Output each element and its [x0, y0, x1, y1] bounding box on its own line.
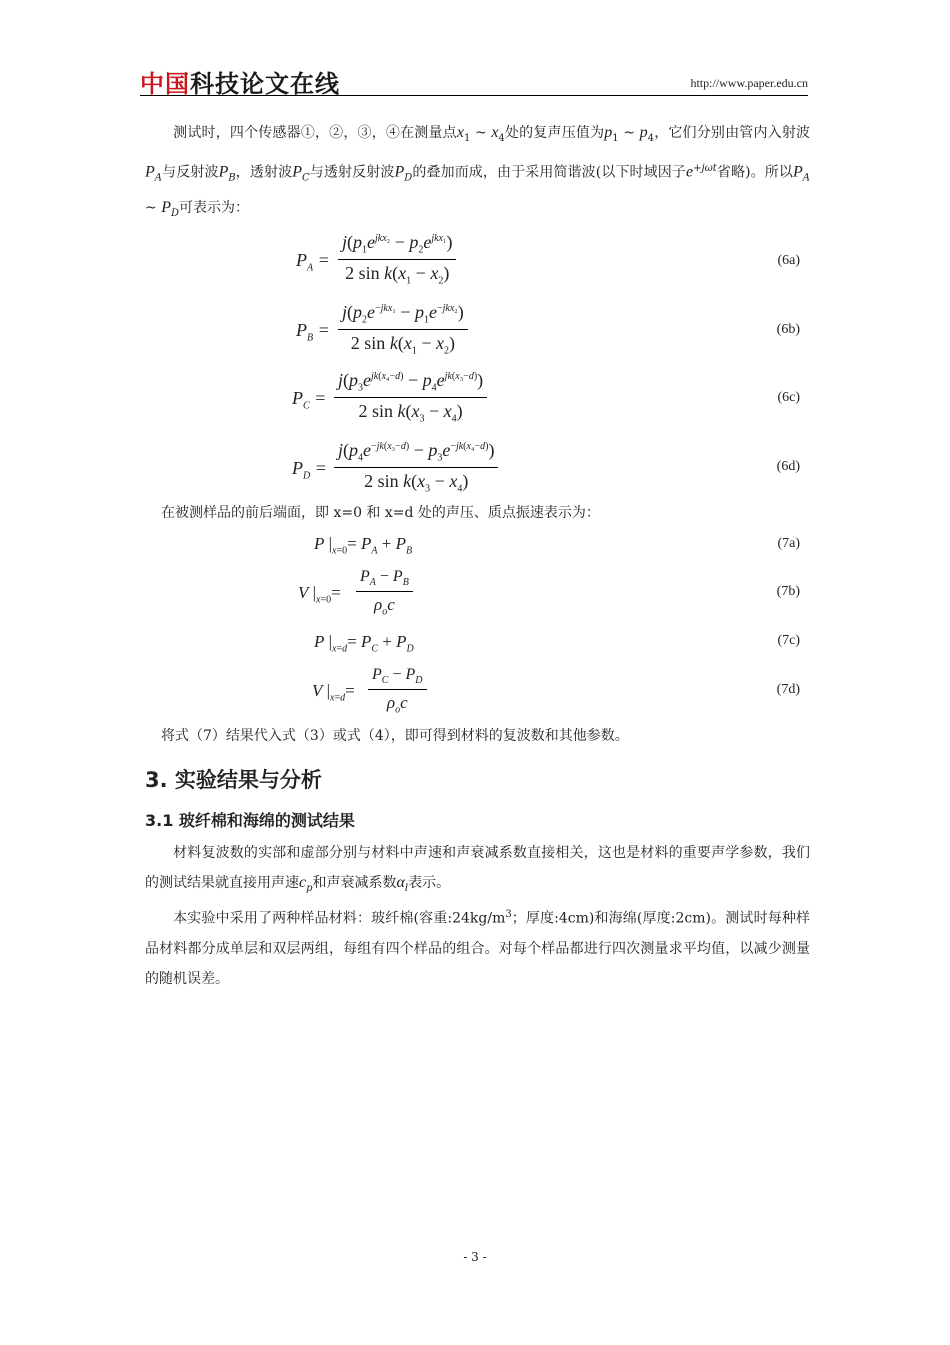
equation-6a: $P_A$ = $j(p_1e^{jkx_2} - p_2e^{jkx_1})$ 2 $\sin k(x_1 - x_2)$	[260, 232, 690, 292]
equation-label-7b: (7b)	[776, 584, 800, 599]
paragraph-substitution: 将式（7）结果代入式（3）或式（4），即可得到材料的复波数和其他参数。	[161, 728, 629, 744]
equation-7a: P $|_{x=0}= P_A + P_B$	[314, 534, 413, 557]
paragraph-intro: 测试时，四个传感器①，②，③，④在测量点$x_1$ ~ $x_4$处的复声压值为$p_1$ ~ $p_4$，它们分别由管内入射波$P_A$与反射波$P_B$，透射波$P_C$与透射反射波$P_D$的叠加而成，由于采用简谐波(以下时域因子$e^{+j\omega t}$省略)。所以$P_A$ ~ $P_D$可表示为：	[145, 124, 811, 220]
equation-label-6b: (6b)	[776, 322, 800, 337]
section-heading: 3. 实验结果与分析	[145, 768, 322, 792]
equation-6b: $P_B$ = $j(p_2e^{-jkx_1} - p_1e^{-jkx_2})$ 2 $\sin k(x_1 - x_2)$	[260, 302, 690, 362]
paragraph-parameters: 材料复波数的实部和虚部分别与材料中声速和声衰减系数直接相关，这也是材料的重要声学参数，我们的测试结果就直接用声速$c_p$和声衰减系数$\alpha_l$表示。	[145, 845, 810, 894]
page-number: - 3 -	[463, 1250, 487, 1264]
equation-6c: $P_C$ = $j(p_3e^{jk(x_4-d)} - p_4e^{jk(x_3-d)})$ 2 $\sin k(x_3 - x_4)$	[260, 370, 690, 430]
equation-label-6a: (6a)	[777, 253, 800, 268]
journal-logo: 中国科技论文在线	[140, 70, 340, 98]
equation-7d: V $|_{x=d}=$ $P_C - P_D$ $\rho_oc$	[260, 666, 690, 718]
subsection-heading: 3.1 玻纤棉和海绵的测试结果	[145, 811, 355, 830]
equation-label-7c: (7c)	[777, 633, 800, 648]
header-url[interactable]: http://www.paper.edu.cn	[690, 76, 808, 90]
equation-label-7a: (7a)	[777, 536, 800, 551]
paragraph-boundary: 在被测样品的前后端面，即 x=0 和 x=d 处的声压、质点振速表示为：	[161, 505, 600, 521]
equation-6d: $P_D$ = $j(p_4e^{-jk(x_3-d)} - p_3e^{-jk(x_4-d)})$ 2 $\sin k(x_3 - x_4)$	[260, 440, 690, 500]
equation-label-6d: (6d)	[776, 459, 800, 474]
equation-7b: V $|_{x=0}=$ $P_A - P_B$ $\rho_oc$	[260, 568, 690, 620]
header-rule	[140, 95, 808, 96]
paragraph-samples: 本实验中采用了两种样品材料：玻纤棉(容重$:24kg/m^3$；厚度:4cm)和海绵(厚度:2cm)。测试时每种样品材料都分成单层和双层两组，每组有四个样品的组合。对每个样品都进行四次测量求平均值，以减少测量的随机误差。	[145, 909, 810, 987]
equation-7c: P $|_{x=d}= P_C + P_D$	[314, 632, 414, 655]
equation-label-6c: (6c)	[777, 390, 800, 405]
equation-label-7d: (7d)	[776, 682, 800, 697]
